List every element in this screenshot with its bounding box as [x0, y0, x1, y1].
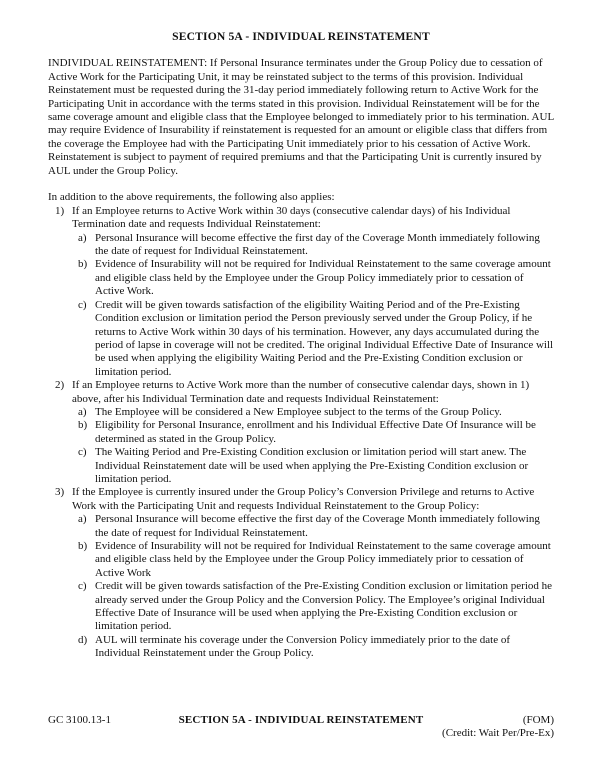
applies-heading: In addition to the above requirements, the following also applies: — [48, 191, 335, 204]
item-marker: 2) — [55, 379, 65, 392]
item-body — [72, 379, 554, 486]
footer-credit-note: (Credit: Wait Per/Pre-Ex) — [442, 727, 554, 740]
sub-item-2a — [72, 406, 554, 419]
sub-item-1b — [72, 258, 554, 298]
item-marker: 3) — [55, 486, 65, 499]
sub-item-1c — [72, 299, 554, 379]
item-body — [72, 205, 554, 379]
item-text: If an Employee returns to Active Work more than the number of consecutive calendar days, shown in 1) above, after his Individual Termination date and requests Individual Reinstatement: — [72, 379, 530, 405]
sub-item-text: The Waiting Period and Pre-Existing Condition exclusion or limitation period will start anew. The Individual Reinstatement date will be used when applying the Pre-Existing Condition exclusion or limitation period. — [95, 446, 529, 485]
item-body — [72, 486, 554, 660]
sub-item-marker: b) — [78, 258, 88, 271]
sub-item-2c — [72, 446, 554, 486]
sub-item-marker: a) — [78, 231, 87, 244]
sub-item-text: Personal Insurance will become effective the first day of the Coverage Month immediately following the date of request for Individual Reinstatement. — [95, 231, 540, 258]
footer-row — [48, 714, 554, 727]
item-text: If an Employee returns to Active Work within 30 days (consecutive calendar days) of his Individual Termination date and requests Individual Reinstatement: — [72, 204, 511, 231]
footer-tag: (FOM) — [522, 714, 554, 726]
item-text: If the Employee is currently insured under the Group Policy’s Conversion Privilege and returns to Active Work with the Participating Unit and requests Individual Reinstatement to the Group Policy: — [72, 486, 535, 512]
sub-item-marker: c) — [78, 298, 87, 311]
page-footer — [48, 714, 554, 741]
document-code: GC 3100.13-1 — [48, 714, 111, 726]
sub-item-marker: b) — [78, 419, 88, 432]
sub-item-text: AUL will terminate his coverage under the Conversion Policy immediately prior to the date of Individual Reinstatement under the Group Policy. — [95, 633, 511, 660]
sub-item-text: Evidence of Insurability will not be required for Individual Reinstatement to the same coverage amount and eligible class held by the Employee under the Group Policy immediately prior to cessation of Active Work — [95, 540, 551, 579]
sub-item-marker: a) — [78, 405, 87, 418]
sub-item-3a — [72, 513, 554, 540]
sub-item-text: Credit will be given towards satisfaction of the Pre-Existing Condition exclusion or limitation period he already served under the Group Policy and the Conversion Policy. The Employee’s original Individual Effective Date of Insurance will be used when applying the Pre-Existing Condition exclusion or limitation period. — [95, 580, 553, 633]
sub-item-text: Credit will be given towards satisfaction of the eligibility Waiting Period and of the Pre-Existing Condition exclusion or limitation period the Person previously served under the Group Policy, if he returns to Active Work within 30 days of his termination. However, any days accumulated during the period of lapse in coverage will not be credited. The original Individual Effective Date of Insurance will be used when applying the eligibility Waiting Period and the Pre-Existing Condition exclusion or limitation period. — [95, 298, 554, 378]
sub-item-2b — [72, 419, 554, 446]
sub-item-marker: d) — [78, 633, 88, 646]
sub-item-marker: a) — [78, 513, 87, 526]
sub-item-marker: b) — [78, 540, 88, 553]
intro-paragraph: INDIVIDUAL REINSTATEMENT: If Personal Insurance terminates under the Group Policy due to cessation of Active Work for the Participating Unit, it may be reinstated subject to the terms of this provision. Individual Reinstatement must be requested during the 31-day period immediately following return to Active Work for the Participating Unit in accordance with the terms stated in this provision. Individual Reinstatement will be for the same coverage amount and eligible class that the Employee belonged to immediately prior to his termination. AUL may require Evidence of Insurability if reinstatement is requested for an amount or eligible class that differs from the coverage the Employee had with the Participating Unit immediately prior to his cessation of Active Work. Reinstatement is subject to payment of required premiums and that the Participating Unit is currently insured by AUL under the Group Policy. — [48, 57, 554, 177]
item-marker: 1) — [55, 204, 65, 217]
sub-item-3c — [72, 580, 554, 634]
sub-item-text: Evidence of Insurability will not be required for Individual Reinstatement to the same coverage amount and eligible class held by the Employee under the Group Policy immediately prior to cessation of Active Work. — [95, 258, 551, 298]
sub-item-marker: c) — [78, 446, 87, 459]
list-item-1 — [55, 205, 554, 379]
sub-item-3d — [72, 634, 554, 661]
list-item-3 — [55, 486, 554, 660]
list-item-2 — [55, 379, 554, 486]
sub-item-text: The Employee will be considered a New Employee subject to the terms of the Group Policy. — [95, 405, 502, 418]
sub-item-marker: c) — [78, 580, 87, 593]
sub-item-1a — [72, 232, 554, 259]
page-title: SECTION 5A - INDIVIDUAL REINSTATEMENT — [172, 30, 430, 43]
sub-item-text: Eligibility for Personal Insurance, enrollment and his Individual Effective Date Of Insurance will be determined as stated in the Group Policy. — [95, 419, 536, 445]
sub-item-text: Personal Insurance will become effective the first day of the Coverage Month immediately following the date of request for Individual Reinstatement. — [95, 513, 540, 539]
sub-item-3b — [72, 540, 554, 580]
footer-section-title: SECTION 5A - INDIVIDUAL REINSTATEMENT — [178, 714, 424, 726]
